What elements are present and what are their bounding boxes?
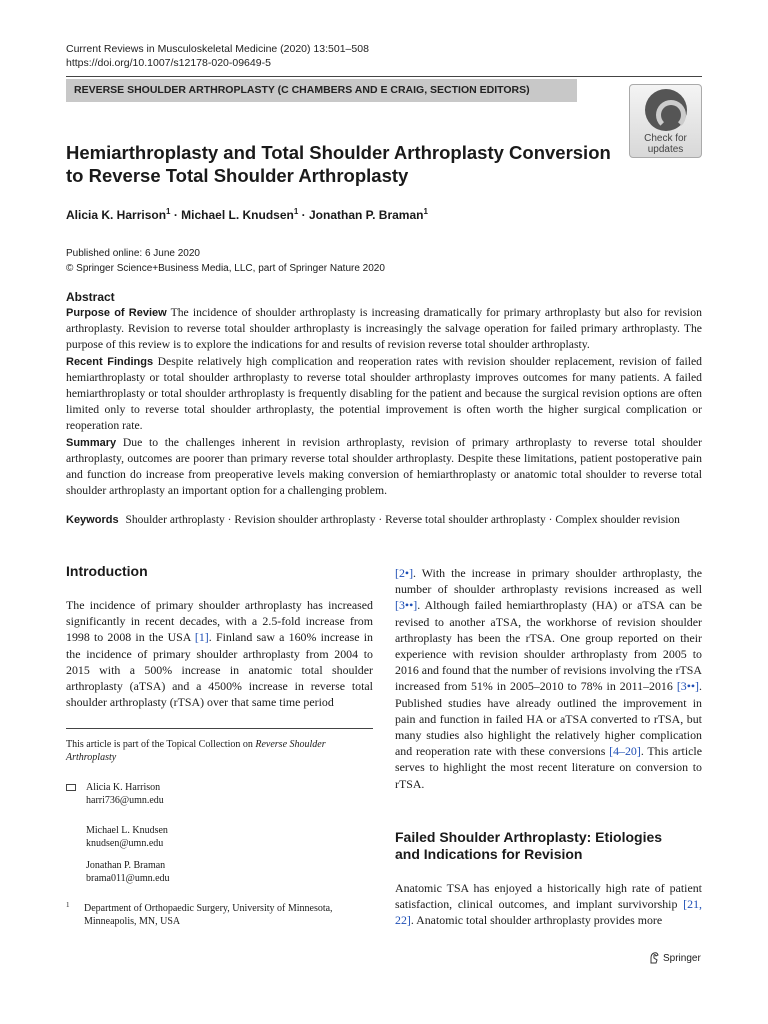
author-affil: 1 — [166, 207, 171, 216]
author-list — [66, 207, 428, 222]
intro-text: The incidence of primary shoulder arthroplasty has increased significantly in recent decades, with a 2.5-fold increase from 1998 to 2008 in the USA — [66, 598, 373, 645]
contact-block — [86, 859, 170, 885]
citation-link[interactable]: [3••] — [395, 598, 418, 613]
summary-text: Due to the challenges inherent in revision arthroplasty, revision of primary arthroplasty to reverse total shoulder arthroplasty, outcomes are poorer than primary reverse total shoulder arthroplasty. Despite these limitations, patient postoperative pain and function do increase from preoperative levels making conversion of hemiarthroplasty or anatomic total shoulder to reverse total shoulder arthroplasty an important option for a challenging problem. — [66, 435, 703, 498]
citation-link[interactable]: [21, — [683, 897, 702, 912]
publisher-footer — [648, 951, 701, 965]
right-paragraph — [395, 565, 702, 792]
citation-link[interactable]: [4–20] — [609, 744, 641, 759]
collection-name: Reverse Shoulder Arthroplasty — [66, 739, 326, 763]
findings-text: Despite relatively high complication and reoperation rates with revision shoulder replacement, revision of failed hemiarthroplasty or total shoulder arthroplasty to reverse total shoulder arthroplasty improves outcomes for many patients. A failed hemiarthroplasty or total shoulder arthroplasty is frequently disabling for the patient and because the surgical revision options are often limited only to reverse total shoulder arthroplasty, the potential improvement is often worth the higher surgical complication or reoperation rate. — [66, 354, 703, 433]
body-text: . Although failed hemiarthroplasty (HA) or aTSA can be revised to another aTSA, the workhorse of revision shoulder arthroplasty has been the rTSA. One group reported on their experience with revision shoulder arthroplasty from 2005 to 2016 and found that the number of revisions involving the rTSA increased from 51% in 2005–2010 to 78% in 2011–2016 — [395, 598, 702, 694]
journal-citation: Current Reviews in Musculoskeletal Medicine (2020) 13:501–508 — [66, 43, 369, 55]
abstract-heading: Abstract — [66, 290, 115, 304]
body-text: . Anatomic total shoulder arthroplasty provides more — [410, 913, 663, 928]
author-separator: · — [301, 208, 306, 222]
contact-email[interactable]: brama011@umn.edu — [86, 873, 170, 884]
contact-name: Alicia K. Harrison — [86, 782, 161, 793]
published-date: Published online: 6 June 2020 — [66, 248, 200, 259]
title-line2: to Reverse Total Shoulder Arthroplasty — [66, 165, 409, 186]
contact-block — [86, 824, 168, 850]
intro-heading: Introduction — [66, 563, 148, 579]
abstract-purpose — [66, 305, 702, 354]
body-text: . Published studies have already outlined the improvement in pain and function in failed HA or aTSA converted to rTSA, but many studies also highlight the relatively higher complication and reoperation rate with these conversions — [395, 679, 702, 759]
author-name[interactable]: Michael L. Knudsen — [181, 208, 294, 222]
author-affil: 1 — [293, 207, 299, 216]
doi-link[interactable]: https://doi.org/10.1007/s12178-020-09649-5 — [66, 57, 271, 69]
citation-link[interactable]: 22] — [395, 913, 411, 928]
publisher-name: Springer — [663, 952, 701, 964]
publication-meta — [66, 246, 385, 276]
keywords-label: Keywords — [66, 514, 119, 526]
contact-name: Michael L. Knudsen — [86, 825, 168, 836]
copyright: © Springer Science+Business Media, LLC, part of Springer Nature 2020 — [66, 263, 385, 274]
citation-link[interactable]: [2•] — [395, 566, 414, 580]
keywords — [66, 514, 706, 526]
author-name[interactable]: Jonathan P. Braman — [309, 208, 424, 222]
author-name[interactable]: Alicia K. Harrison — [66, 208, 167, 222]
contact-block — [86, 781, 164, 807]
failed-heading — [395, 829, 702, 863]
keywords-text: Shoulder arthroplasty · Revision shoulder arthroplasty · Reverse total shoulder arthroplasty · Complex shoulder revision — [125, 514, 680, 526]
badge-line2: updates — [647, 144, 684, 155]
purpose-text: The incidence of shoulder arthroplasty is increasing dramatically for primary arthroplasty but also for revision arthroplasty. Revision to reverse total shoulder arthroplasty is increasingly the salvage operation for failed primary arthroplasty. The purpose of this review is to explore the indications for and results of revision reverse total shoulder arthroplasty. — [66, 306, 702, 352]
citation-link[interactable]: [3••] — [676, 679, 700, 694]
affiliation-sup: 1 — [66, 901, 70, 909]
footnote-rule — [66, 728, 373, 729]
abstract-body — [66, 305, 702, 499]
body-text: Anatomic TSA has enjoyed a historically high rate of patient satisfaction, clinical outcomes, and implant survivorship — [395, 881, 702, 912]
contact-email[interactable]: knudsen@umn.edu — [86, 838, 164, 849]
author-separator: · — [173, 208, 178, 222]
intro-paragraph — [66, 597, 373, 710]
affiliation: Department of Orthopaedic Surgery, University of Minnesota, Minneapolis, MN, USA — [84, 903, 333, 927]
intro-text: . Finland saw a 160% increase in the incidence of primary shoulder arthroplasty from 2004 to 2015 with a 500% increase in anatomic total shoulder arthroplasty (aTSA) and a 4500% increase in reverse total shoulder arthroplasty (rTSA) over that same time period — [66, 630, 373, 710]
header-rule — [66, 76, 702, 77]
section-banner: REVERSE SHOULDER ARTHROPLASTY (C CHAMBERS AND E CRAIG, SECTION EDITORS) — [66, 79, 577, 102]
abstract-findings — [66, 354, 702, 435]
journal-header — [66, 42, 369, 70]
citation-link[interactable]: [1] — [194, 630, 209, 645]
badge-line1: Check for — [644, 133, 687, 144]
author-affil: 1 — [423, 207, 428, 216]
failed-heading-line2: and Indications for Revision — [395, 846, 583, 862]
springer-horse-icon — [648, 951, 660, 965]
title-line1: Hemiarthroplasty and Total Shoulder Arthroplasty Conversion — [66, 142, 611, 163]
check-for-updates-icon — [645, 89, 687, 131]
body-text: . With the increase in primary shoulder arthroplasty, the number of shoulder arthroplasty revisions increased as well — [395, 566, 702, 597]
abstract-summary — [66, 435, 702, 500]
collection-prefix: This article is part of the Topical Collection on — [66, 739, 256, 750]
contact-email[interactable]: harri736@umn.edu — [86, 795, 164, 806]
mail-icon — [66, 782, 76, 795]
body-text: . This article serves to highlight the most recent literature on conversion to rTSA. — [395, 744, 702, 791]
failed-heading-line1: Failed Shoulder Arthroplasty: Etiologies — [395, 829, 663, 845]
summary-label: Summary — [66, 436, 117, 449]
article-title — [66, 141, 626, 187]
collection-note — [66, 738, 373, 764]
contact-name: Jonathan P. Braman — [86, 860, 166, 871]
failed-paragraph — [395, 880, 702, 929]
findings-label: Recent Findings — [66, 355, 154, 368]
check-for-updates-badge[interactable] — [629, 84, 702, 158]
purpose-label: Purpose of Review — [66, 307, 167, 319]
